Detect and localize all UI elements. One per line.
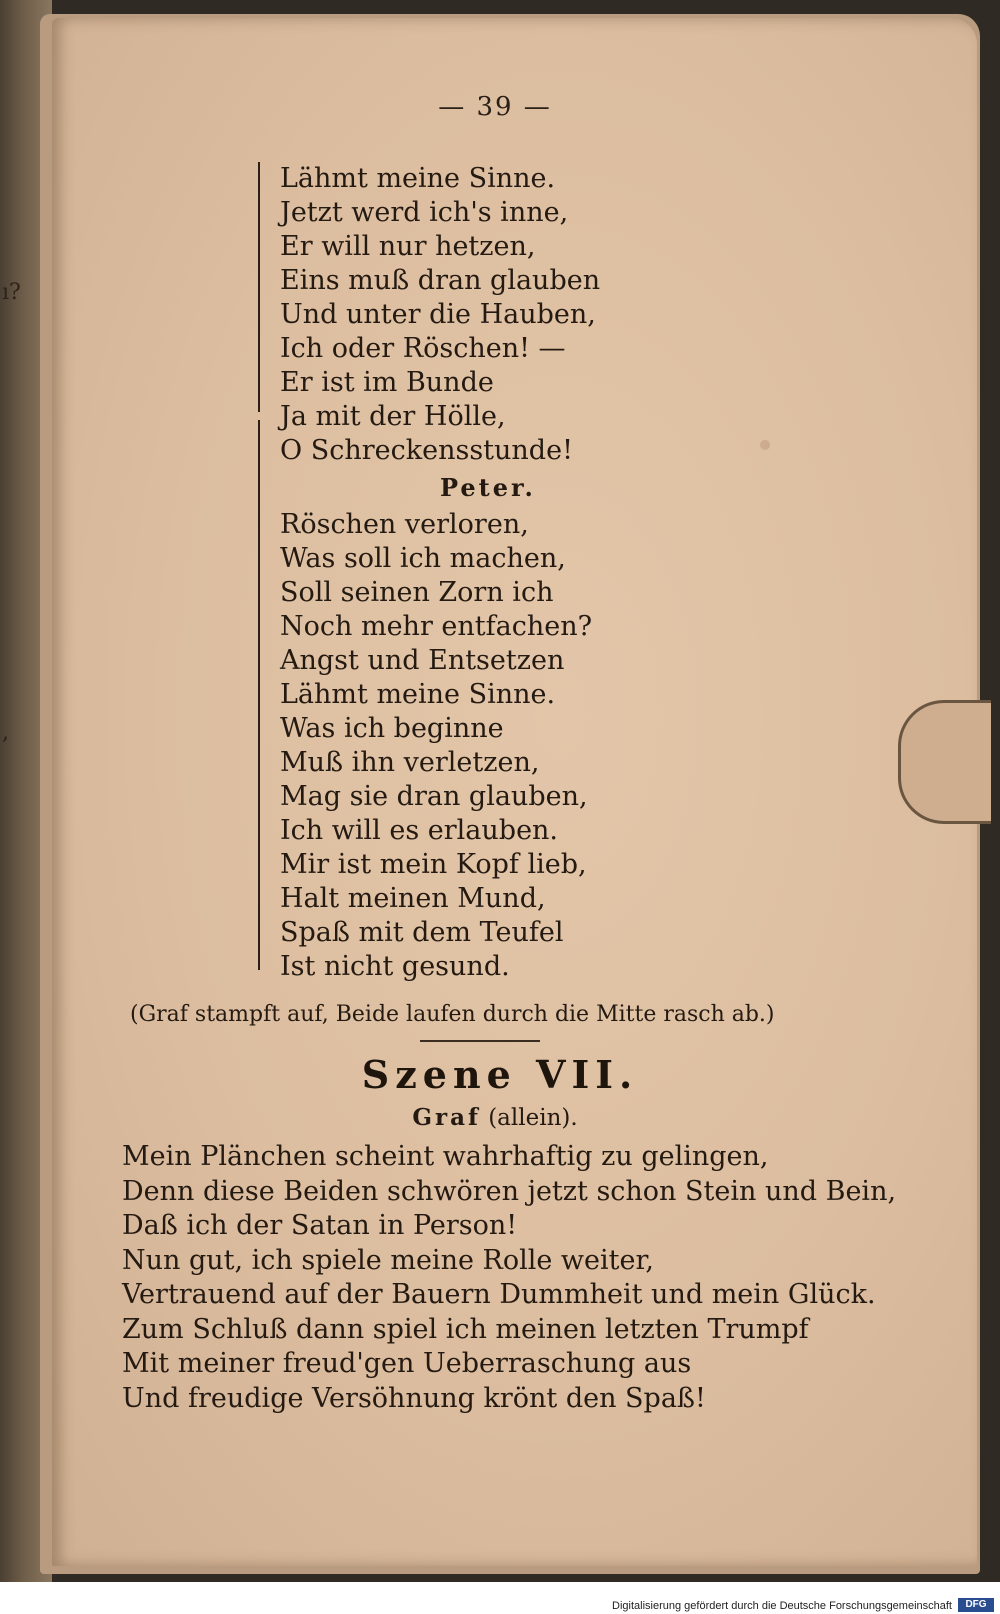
- character-name: Graf: [412, 1104, 481, 1131]
- monologue-line: Daß ich der Satan in Person!: [122, 1210, 518, 1241]
- verse-line: Spaß mit dem Teufel: [280, 917, 564, 948]
- verse-line: Mir ist mein Kopf lieb,: [280, 849, 587, 880]
- verse-line: Mag sie dran glauben,: [280, 781, 588, 812]
- verse-line: Noch mehr entfachen?: [280, 611, 593, 642]
- verse-line: Eins muß dran glauben: [280, 265, 601, 296]
- verse-line: Lähmt meine Sinne.: [280, 163, 556, 194]
- dfg-logo: DFG: [958, 1598, 994, 1612]
- character-note: (allein).: [488, 1105, 578, 1131]
- margin-mark: ,: [2, 720, 9, 745]
- verse-line: Ich oder Röschen! —: [280, 333, 566, 364]
- verse-line: Was ich beginne: [280, 713, 504, 744]
- verse-line: Er will nur hetzen,: [280, 231, 536, 262]
- verse-line: Soll seinen Zorn ich: [280, 577, 554, 608]
- verse-line: Ich will es erlauben.: [280, 815, 559, 846]
- verse-line: Muß ihn verletzen,: [280, 747, 540, 778]
- scene-character: [360, 1104, 630, 1131]
- footer-credit: Digitalisierung gefördert durch die Deutsche Forschungsgemeinschaft: [612, 1600, 952, 1612]
- page-number: — 39 —: [438, 92, 552, 122]
- verse-line: Ist nicht gesund.: [280, 951, 510, 982]
- verse-line: Halt meinen Mund,: [280, 883, 546, 914]
- monologue-line: Denn diese Beiden schwören jetzt schon Stein und Bein,: [122, 1175, 897, 1207]
- verse-line: Er ist im Bunde: [280, 367, 494, 398]
- verse-line: Ja mit der Hölle,: [280, 401, 506, 432]
- verse-line: Angst und Entsetzen: [280, 645, 565, 676]
- verse-line: Was soll ich machen,: [280, 543, 566, 574]
- verse-section: [280, 162, 840, 984]
- margin-mark: ı?: [2, 280, 21, 305]
- verse-line: Röschen verloren,: [280, 509, 529, 540]
- stage-direction: (Graf stampft auf, Beide laufen durch die Mitte rasch ab.): [130, 1002, 775, 1027]
- verse-line: O Schreckensstunde!: [280, 435, 573, 466]
- monologue-line: Mein Plänchen scheint wahrhaftig zu gelingen,: [122, 1141, 769, 1172]
- monologue-line: Zum Schluß dann spiel ich meinen letzten Trumpf: [122, 1313, 809, 1345]
- margin-bracket: [258, 420, 260, 970]
- monologue-section: [122, 1140, 897, 1416]
- monologue-line: Vertrauend auf der Bauern Dummheit und mein Glück.: [122, 1279, 876, 1310]
- monologue-line: Und freudige Versöhnung krönt den Spaß!: [122, 1382, 706, 1414]
- verse-line: Lähmt meine Sinne.: [280, 679, 556, 710]
- verse-line: Und unter die Hauben,: [280, 299, 596, 330]
- monologue-line: Mit meiner freud'gen Ueberraschung aus: [122, 1348, 692, 1379]
- section-divider: [420, 1040, 540, 1042]
- scene-title: Szene VII.: [361, 1052, 639, 1097]
- thumb-tab-notch: [898, 700, 991, 824]
- margin-bracket: [258, 162, 260, 412]
- verse-line: Jetzt werd ich's inne,: [280, 197, 569, 228]
- monologue-line: Nun gut, ich spiele meine Rolle weiter,: [122, 1244, 655, 1276]
- speaker-name: Peter.: [440, 473, 536, 502]
